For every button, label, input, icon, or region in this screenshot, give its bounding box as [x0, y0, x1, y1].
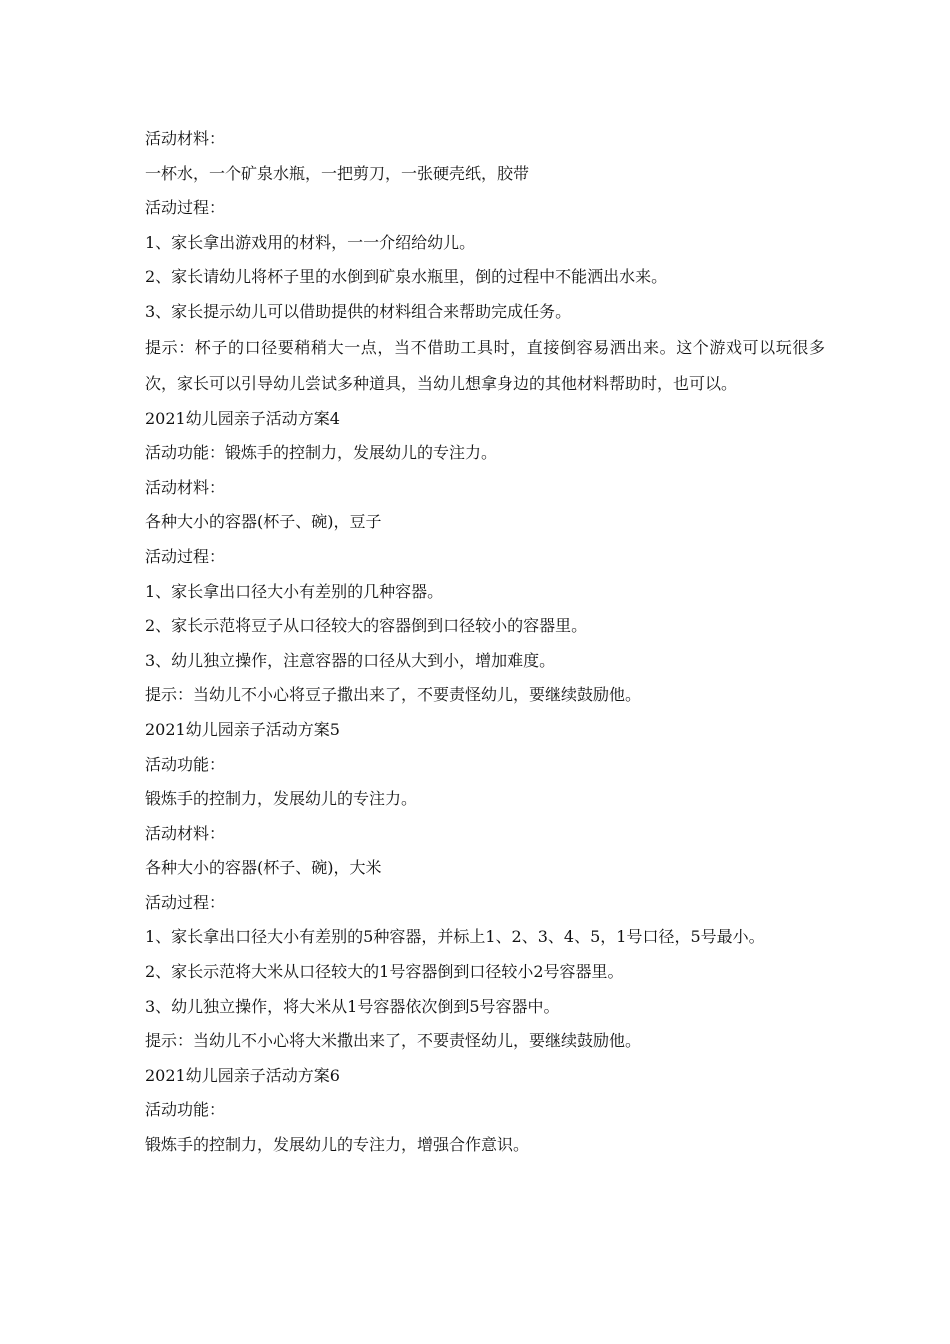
section-label-materials: 活动材料：: [145, 129, 226, 148]
plan-5-step-1: 1、家长拿出口径大小有差别的5种容器，并标上1、2、3、4、5，1号口径，5号最小。: [145, 927, 765, 947]
plan-4-tip: 提示：当幼儿不小心将豆子撒出来了，不要责怪幼儿，要继续鼓励他。: [145, 685, 642, 705]
plan-4-materials: 各种大小的容器(杯子、碗)，豆子: [145, 512, 382, 532]
plan-4-step-2: 2、家长示范将豆子从口径较大的容器倒到口径较小的容器里。: [145, 616, 588, 636]
plan-5-materials: 各种大小的容器(杯子、碗)，大米: [145, 858, 382, 878]
plan-5-step-2: 2、家长示范将大米从口径较大的1号容器倒到口径较小2号容器里。: [145, 962, 624, 982]
materials-list: 一杯水，一个矿泉水瓶，一把剪刀，一张硬壳纸，胶带: [145, 163, 530, 183]
plan-4-step-3: 3、幼儿独立操作，注意容器的口径从大到小，增加难度。: [145, 650, 556, 670]
plan-4-process-label: 活动过程：: [145, 546, 226, 566]
plan-6-function-label: 活动功能：: [145, 1100, 226, 1120]
plan-4-function: 活动功能：锻炼手的控制力，发展幼儿的专注力。: [145, 443, 498, 463]
plan-5-function: 锻炼手的控制力，发展幼儿的专注力。: [145, 789, 418, 809]
plan-5-function-label: 活动功能：: [145, 754, 226, 774]
process-step-3: 3、家长提示幼儿可以借助提供的材料组合来帮助完成任务。: [145, 301, 572, 321]
process-step-2: 2、家长请幼儿将杯子里的水倒到矿泉水瓶里，倒的过程中不能洒出水来。: [145, 267, 668, 287]
tip-paragraph: 提示：杯子的口径要稍稍大一点，当不借助工具时，直接倒容易洒出来。这个游戏可以玩很多次，家长可以引导幼儿尝试多种道具，当幼儿想拿身边的其他材料帮助时，也可以。: [145, 337, 825, 393]
process-step-1: 1、家长拿出游戏用的材料，一一介绍给幼儿。: [145, 232, 476, 252]
section-label-process: 活动过程：: [145, 198, 226, 218]
plan-5-step-3: 3、幼儿独立操作，将大米从1号容器依次倒到5号容器中。: [145, 996, 560, 1016]
plan-5-heading: 2021幼儿园亲子活动方案5: [145, 719, 340, 739]
plan-6-heading: 2021幼儿园亲子活动方案6: [145, 1065, 340, 1085]
document-body: [145, 122, 825, 1163]
plan-5-tip: 提示：当幼儿不小心将大米撒出来了，不要责怪幼儿，要继续鼓励他。: [145, 1031, 642, 1051]
plan-4-heading: 2021幼儿园亲子活动方案4: [145, 408, 340, 428]
plan-5-process-label: 活动过程：: [145, 892, 226, 912]
plan-5-materials-label: 活动材料：: [145, 823, 226, 843]
plan-4-step-1: 1、家长拿出口径大小有差别的几种容器。: [145, 581, 444, 601]
plan-4-materials-label: 活动材料：: [145, 477, 226, 497]
plan-6-function: 锻炼手的控制力，发展幼儿的专注力，增强合作意识。: [145, 1135, 530, 1155]
